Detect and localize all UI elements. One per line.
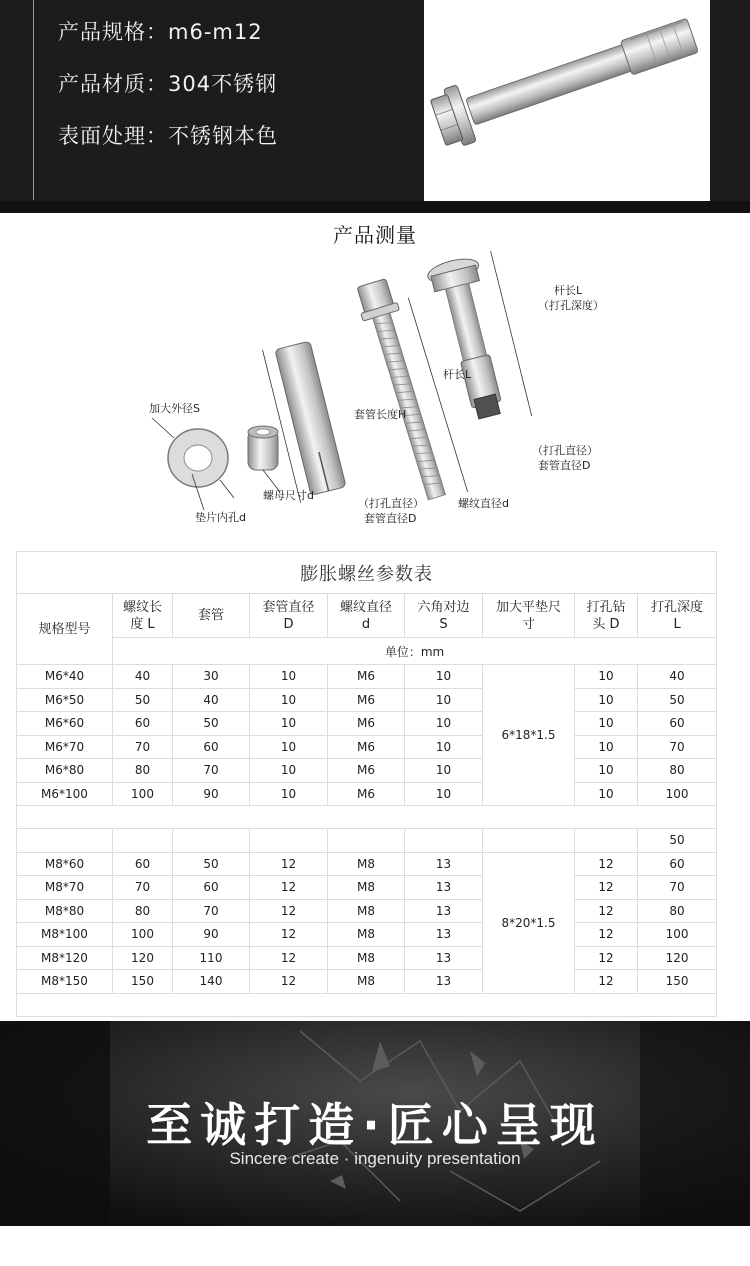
cell-drill-depth: 60	[638, 852, 717, 876]
cell-sleeve-dia: 12	[250, 970, 328, 994]
table-row	[17, 829, 717, 853]
cell-hex: 13	[405, 923, 483, 947]
cell-sleeve-dia: 10	[250, 782, 328, 806]
cell-sleeve-dia: 12	[250, 899, 328, 923]
cell-model: M8*100	[17, 923, 113, 947]
cell-drill-depth: 100	[638, 923, 717, 947]
cell-drill-depth: 70	[638, 735, 717, 759]
table-row	[17, 688, 717, 712]
cell-hex: 13	[405, 899, 483, 923]
cell-model: M8*80	[17, 899, 113, 923]
cell-drill-bit: 12	[575, 970, 638, 994]
expansion-bolt-image	[424, 0, 710, 201]
banner-bottom-strip	[0, 201, 750, 213]
nut-part	[248, 426, 280, 492]
cell-thread-dia: M8	[328, 970, 405, 994]
cell-thread-dia: M8	[328, 899, 405, 923]
cell-hex: 10	[405, 735, 483, 759]
cell-hex: 13	[405, 970, 483, 994]
cell-model: M6*40	[17, 665, 113, 689]
cell-washer-m6: 6*18*1.5	[483, 665, 575, 806]
measurement-diagram	[130, 248, 620, 533]
cell-drill-bit: 12	[575, 946, 638, 970]
cell-sleeve-dia: 10	[250, 759, 328, 783]
cell-sleeve: 90	[173, 782, 250, 806]
cell-thread-dia: M8	[328, 946, 405, 970]
washer-part	[152, 418, 234, 510]
table-row	[17, 899, 717, 923]
spec-surface: 表面处理：不锈钢本色	[58, 124, 278, 148]
product-photo	[424, 0, 710, 201]
cell-model: M8*150	[17, 970, 113, 994]
measure-title: 产品测量	[333, 223, 417, 247]
cell-sleeve: 50	[173, 712, 250, 736]
cell-drill-depth: 70	[638, 876, 717, 900]
cell-sleeve: 30	[173, 665, 250, 689]
table-spacer-row	[17, 993, 717, 1016]
label-drill-dia-1: （打孔直径）	[358, 497, 424, 510]
cell-sleeve-dia: 10	[250, 712, 328, 736]
label-washer-outer: 加大外径S	[149, 402, 200, 415]
label-sleeve-length: 套管长度H	[354, 408, 407, 421]
bolt-parts-illustration	[130, 248, 620, 533]
banner-divider-line	[33, 0, 34, 200]
table-spacer-row	[17, 806, 717, 829]
cell-hex: 10	[405, 782, 483, 806]
cell-drill-depth: 80	[638, 759, 717, 783]
table-row	[17, 852, 717, 876]
cell-drill-bit: 10	[575, 782, 638, 806]
cell-hex: 10	[405, 665, 483, 689]
cell-drill-bit: 12	[575, 923, 638, 947]
slogan-banner	[0, 1021, 750, 1226]
cell-model: M6*80	[17, 759, 113, 783]
cell-thread-dia: M8	[328, 923, 405, 947]
spec-size: 产品规格：m6-m12	[58, 20, 263, 44]
cell-thread-length: 40	[113, 665, 173, 689]
cell-sleeve-dia: 10	[250, 688, 328, 712]
cell-sleeve-dia: 12	[250, 852, 328, 876]
cell-drill-bit: 12	[575, 876, 638, 900]
cell-drill-depth: 50	[638, 829, 717, 853]
cell-sleeve: 60	[173, 735, 250, 759]
header-model: 规格型号	[17, 594, 113, 665]
label-rod-length: 杆长L	[554, 284, 583, 297]
cell-drill-bit: 10	[575, 735, 638, 759]
sleeve-part	[262, 338, 347, 503]
cell-thread-length: 50	[113, 688, 173, 712]
cell-drill-depth: 50	[638, 688, 717, 712]
cell-model: M6*100	[17, 782, 113, 806]
cell-thread-length: 100	[113, 923, 173, 947]
cell-sleeve: 70	[173, 759, 250, 783]
table-row	[17, 970, 717, 994]
spec-material: 产品材质：304不锈钢	[58, 72, 278, 96]
cell-thread-length: 80	[113, 759, 173, 783]
slogan-sub: Sincere create · ingenuity presentation	[229, 1149, 521, 1168]
cell-thread-length: 80	[113, 899, 173, 923]
cell-sleeve-dia: 12	[250, 946, 328, 970]
cell-thread-dia: M8	[328, 876, 405, 900]
cell-drill-bit: 12	[575, 852, 638, 876]
table-row	[17, 923, 717, 947]
cell-sleeve: 90	[173, 923, 250, 947]
cell-thread-dia: M8	[328, 852, 405, 876]
cell-thread-length: 60	[113, 852, 173, 876]
cell-hex: 10	[405, 688, 483, 712]
cell-model: M6*70	[17, 735, 113, 759]
label-washer-inner: 垫片内孔d	[195, 511, 246, 524]
cell-model: M6*50	[17, 688, 113, 712]
cell-sleeve: 50	[173, 852, 250, 876]
cell-sleeve-dia: 12	[250, 923, 328, 947]
cell-thread-length: 70	[113, 735, 173, 759]
cell-thread-dia: M6	[328, 759, 405, 783]
cell-washer-m8: 8*20*1.5	[483, 852, 575, 993]
header-hex: 六角对边 S	[405, 594, 483, 638]
spec-banner	[0, 0, 750, 213]
label-drill-depth: （打孔深度）	[538, 299, 604, 312]
table-row	[17, 759, 717, 783]
label-drill-dia-2: （打孔直径）	[532, 444, 598, 457]
cell-drill-bit: 10	[575, 688, 638, 712]
label-sleeve-dia-1: 套管直径D	[364, 512, 417, 525]
cell-drill-depth: 120	[638, 946, 717, 970]
cell-model: M8*120	[17, 946, 113, 970]
cell-thread-length: 150	[113, 970, 173, 994]
header-washer: 加大平垫尺 寸	[483, 594, 575, 638]
header-drill-bit: 打孔钻 头 D	[575, 594, 638, 638]
cell-hex: 13	[405, 946, 483, 970]
header-sleeve-dia: 套管直径 D	[250, 594, 328, 638]
cell-thread-dia: M6	[328, 782, 405, 806]
cell-drill-depth: 40	[638, 665, 717, 689]
header-sleeve: 套管	[173, 594, 250, 638]
cell-drill-bit: 10	[575, 665, 638, 689]
cell-drill-bit: 10	[575, 759, 638, 783]
cell-thread-length: 100	[113, 782, 173, 806]
cell-sleeve: 140	[173, 970, 250, 994]
cell-thread-dia: M6	[328, 688, 405, 712]
label-thread-dia: 螺纹直径d	[458, 497, 509, 510]
cell-thread-dia: M6	[328, 735, 405, 759]
label-sleeve-dia-2: 套管直径D	[538, 459, 591, 472]
cell-thread-dia: M6	[328, 712, 405, 736]
label-bolt-length: 杆长L	[443, 368, 472, 381]
header-drill-depth: 打孔深度 L	[638, 594, 717, 638]
unit-label: 单位：mm	[113, 638, 717, 665]
cell-model: M6*60	[17, 712, 113, 736]
table-row	[17, 946, 717, 970]
cell-drill-depth: 150	[638, 970, 717, 994]
label-nut-size: 螺母尺寸d	[263, 489, 314, 502]
table-row	[17, 665, 717, 689]
cell-thread-length: 120	[113, 946, 173, 970]
cell-hex: 13	[405, 876, 483, 900]
cell-hex: 10	[405, 759, 483, 783]
table-title: 膨胀螺丝参数表	[17, 552, 717, 594]
cell-drill-bit: 10	[575, 712, 638, 736]
cell-hex: 13	[405, 852, 483, 876]
cell-sleeve: 60	[173, 876, 250, 900]
cell-drill-depth: 100	[638, 782, 717, 806]
cell-sleeve-dia: 12	[250, 876, 328, 900]
cell-drill-depth: 80	[638, 899, 717, 923]
cell-model: M8*60	[17, 852, 113, 876]
table-row	[17, 735, 717, 759]
cell-hex: 10	[405, 712, 483, 736]
cell-sleeve-dia: 10	[250, 665, 328, 689]
cell-model: M8*70	[17, 876, 113, 900]
cell-drill-bit: 12	[575, 899, 638, 923]
cell-thread-length: 60	[113, 712, 173, 736]
parameter-table	[16, 551, 717, 1017]
cell-thread-dia: M6	[328, 665, 405, 689]
table-row	[17, 782, 717, 806]
cell-sleeve: 40	[173, 688, 250, 712]
cell-thread-length: 70	[113, 876, 173, 900]
header-thread-length: 螺纹长 度 L	[113, 594, 173, 638]
header-thread-dia: 螺纹直径 d	[328, 594, 405, 638]
table-row	[17, 876, 717, 900]
cell-sleeve: 110	[173, 946, 250, 970]
cell-sleeve-dia: 10	[250, 735, 328, 759]
slogan-main: 至诚打造·匠心呈现	[146, 1098, 604, 1152]
cell-sleeve: 70	[173, 899, 250, 923]
table-row	[17, 712, 717, 736]
cell-drill-depth: 60	[638, 712, 717, 736]
